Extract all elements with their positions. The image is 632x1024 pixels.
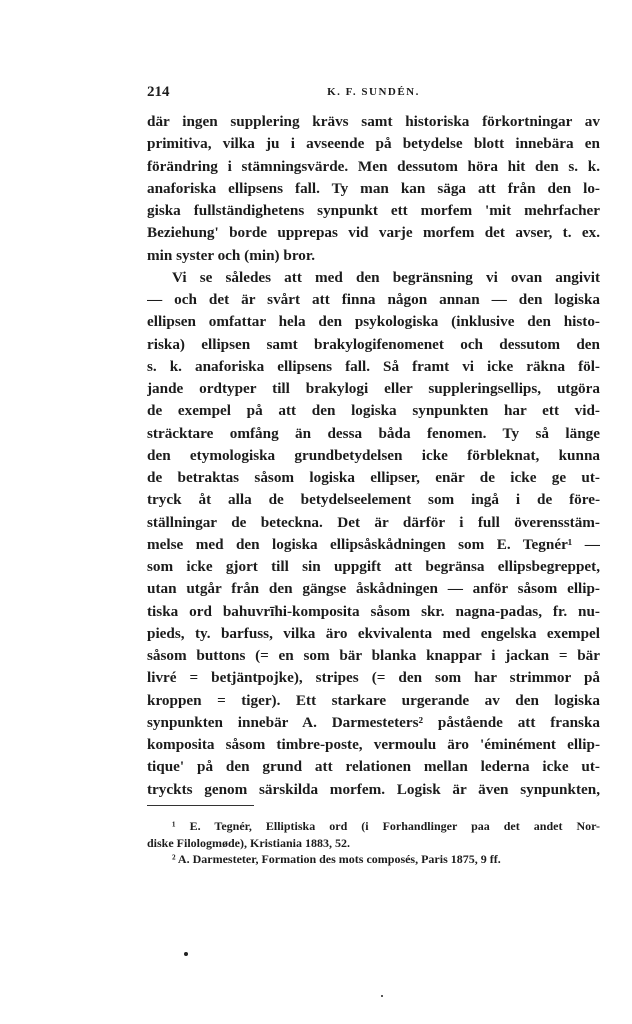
text-line: — och det är svårt att finna någon annan — den logiska	[147, 291, 600, 308]
text-line: Beziehung' borde upprepas vid varje morfem det avser, t. ex.	[147, 224, 600, 242]
running-head: K. F. SUNDÉN.	[327, 86, 420, 98]
text-line: utan utgår från den gängse åskådningen — anför såsom ellip-	[147, 580, 600, 598]
text-line: min syster och (min) bror.	[147, 246, 316, 264]
text-line: de betraktas såsom logiska ellipser, enär de icke ge ut-	[147, 469, 600, 486]
footnote-2: ² A. Darmesteter, Formation des mots composés, Paris 1875, 9 ff.	[172, 852, 501, 866]
text-line: melse med den logiska ellipsåskådningen som E. Tegnér¹ —	[147, 535, 600, 553]
text-line: s. k. anaforiska ellipsens fall. Så framt vi icke räkna föl-	[147, 357, 600, 375]
text-line: riska) ellipsen samt brakylogifenomenet och dessutom den	[147, 335, 600, 353]
text-line: den etymologiska grundbetydelsen icke förbleknat, kunna	[147, 446, 600, 464]
text-line: där ingen supplering krävs samt historiska förkortningar av	[147, 113, 600, 130]
text-line: anaforiska ellipsens fall. Ty man kan säga att från den lo-	[147, 179, 600, 197]
page-header	[147, 84, 600, 104]
ink-speck	[381, 995, 383, 997]
text-line: såsom buttons (= en som bär blanka knappar i jackan = bär	[147, 647, 600, 664]
text-line: förändring i stämningsvärde. Men dessutom höra hit den s. k.	[147, 157, 600, 175]
text-line: tryck åt alla de betydelseelement som ingå i de före-	[147, 491, 600, 509]
text-line: tryckts genom särskilda morfem. Logisk är även synpunkten,	[147, 780, 600, 798]
text-line: kroppen = tiger). Ett starkare urgerande av den logiska	[147, 691, 600, 709]
footnote-1-continuation: diske Filologmøde), Kristiania 1883, 52.	[147, 835, 351, 850]
text-line: tique' på den grund att relationen mellan lederna icke ut-	[147, 758, 600, 776]
body-text	[147, 111, 600, 801]
text-line: primitiva, vilka ju i avseende på betydelse blott innebära en	[147, 135, 600, 153]
text-line: giska fullständighetens synpunkt ett morfem 'mit mehrfacher	[147, 202, 600, 219]
page-number: 214	[147, 84, 170, 100]
text-line: som icke gjort till sin uppgift att begränsa ellipsbegreppet,	[147, 558, 600, 575]
text-line: pieds, ty. barfuss, vilka äro ekvivalenta med engelska exempel	[147, 624, 600, 642]
paragraph-start-line: Vi se således att med den begränsning vi ovan angivit	[172, 268, 600, 286]
ink-speck	[184, 952, 188, 956]
footnote-divider	[147, 805, 254, 806]
text-line: ställningar de beteckna. Det är därför i full överensstäm-	[147, 513, 600, 531]
text-line: komposita såsom timbre-poste, vermoulu äro 'éminément ellip-	[147, 736, 600, 753]
footnotes	[147, 818, 600, 868]
text-line: ellipsen omfattar hela den psykologiska (inklusive den histo-	[147, 313, 600, 331]
text-line: sträcktare omfång än dessa båda fenomen. Ty så länge	[147, 424, 600, 442]
text-line: jande ordtyper till brakylogi eller suppleringsellips, utgöra	[147, 380, 600, 397]
text-line: synpunkten innebär A. Darmesteters² påstående att franska	[147, 713, 600, 731]
text-line: livré = betjäntpojke), stripes (= den som har strimmor på	[147, 669, 600, 687]
text-line: tiska ord bahuvrīhi-komposita såsom skr. nagna-padas, fr. nu-	[147, 602, 600, 620]
text-line: de exempel på att den logiska synpunkten har ett vid-	[147, 402, 600, 420]
footnote-1: ¹ E. Tegnér, Elliptiska ord (i Forhandlinger paa det andet Nor-	[172, 819, 600, 833]
